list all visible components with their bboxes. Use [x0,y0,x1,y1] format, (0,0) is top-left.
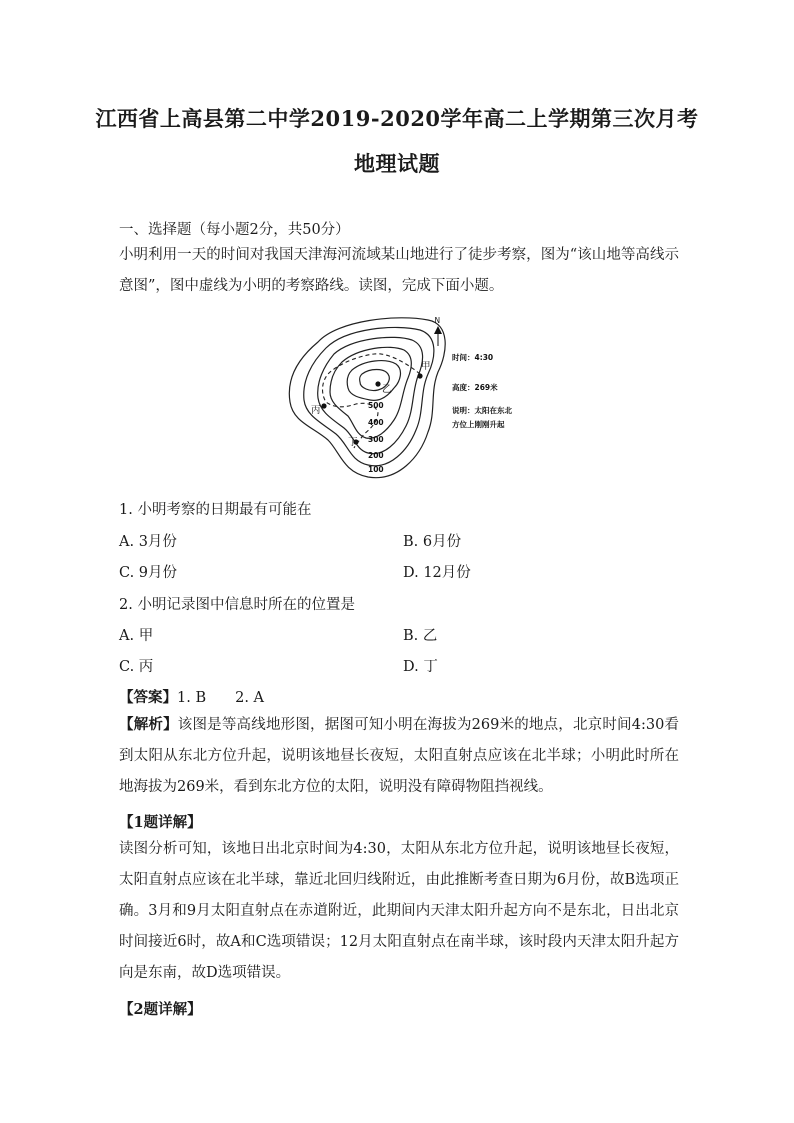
section-heading: 一、选择题（每小题2分，共50分） [119,222,350,238]
legend-note-line2: 方位上刚刚升起 [452,420,505,429]
legend-note-line1: 说明：太阳在东北 [452,406,512,415]
contour-500 [347,361,400,401]
q2-stem: 2. 小明记录图中信息时所在的位置是 [119,597,355,613]
intro-paragraph: 小明利用一天的时间对我国天津海河流域某山地进行了徒步考察，图为“该山地等高线示意图”，图中虚线为小明的考察路线。读图，完成下面小题。 [119,247,679,294]
point-yi-dot [375,381,380,386]
contour-label-200: 200 [368,451,384,460]
point-bing-dot [321,403,326,408]
north-arrow-icon [434,316,442,346]
analysis-label: 【解析】 [119,716,178,733]
detail1-paragraph: 读图分析可知，该地日出北京时间为4:30，太阳从东北方位升起，说明该地昼长夜短，太阳直射点应该在北半球，靠近北回归线附近，由此推断考查日期为6月份，故B选项正确。3月和9月太阳直射点在赤道附近，此期间内天津太阳升起方向不是东北，日出北京时间接近6时，故A和C选项错误；12月太阳直射点在南半球，该时段内天津太阳升起方向是东南，故D选项错误。 [119,841,679,981]
answer-line [119,686,264,707]
detail1-heading: 【1题详解】 [119,814,202,831]
q1-option-a: A. 3月份 [119,534,177,550]
north-label: N [434,316,441,325]
detail2-heading: 【2题详解】 [119,1001,202,1018]
q2-option-c: C. 丙 [119,659,154,675]
q1-option-d: D. 12月份 [403,565,471,581]
legend-time: 时间：4:30 [452,353,494,362]
analysis-paragraph [119,709,679,803]
contour-map [278,312,518,488]
point-jia-label: 甲 [421,361,431,372]
answer-value: 1. B 2. A [177,690,265,706]
q1-option-c: C. 9月份 [119,565,178,581]
contour-label-500: 500 [368,401,384,410]
answer-label: 【答案】 [119,689,177,706]
q1-option-b: B. 6月份 [403,534,462,550]
exam-subtitle: 地理试题 [354,151,440,176]
contour-200 [304,327,434,465]
q2-option-d: D. 丁 [403,659,438,675]
q2-option-b: B. 乙 [403,628,438,644]
contour-label-400: 400 [368,418,384,427]
point-yi-label: 乙 [382,384,392,395]
exam-title: 江西省上高县第二中学2019-2020学年高二上学期第三次月考 [95,106,699,131]
q2-option-a: A. 甲 [119,628,154,644]
contour-label-300: 300 [368,435,384,444]
legend-height: 高度：269米 [452,383,498,392]
point-jia-dot [417,373,422,378]
contour-label-100: 100 [368,465,384,474]
point-ding-label: 丁 [348,437,358,448]
point-bing-label: 丙 [311,405,321,416]
analysis-text: 该图是等高线地形图，据图可知小明在海拔为269米的地点，北京时间4:30看到太阳从东北方位升起，说明该地昼长夜短，太阳直射点应该在北半球；小明此时所在地海拔为269米，看到东北方位的太阳，说明没有障碍物阻挡视线。 [119,717,679,795]
q1-stem: 1. 小明考察的日期最有可能在 [119,502,312,518]
